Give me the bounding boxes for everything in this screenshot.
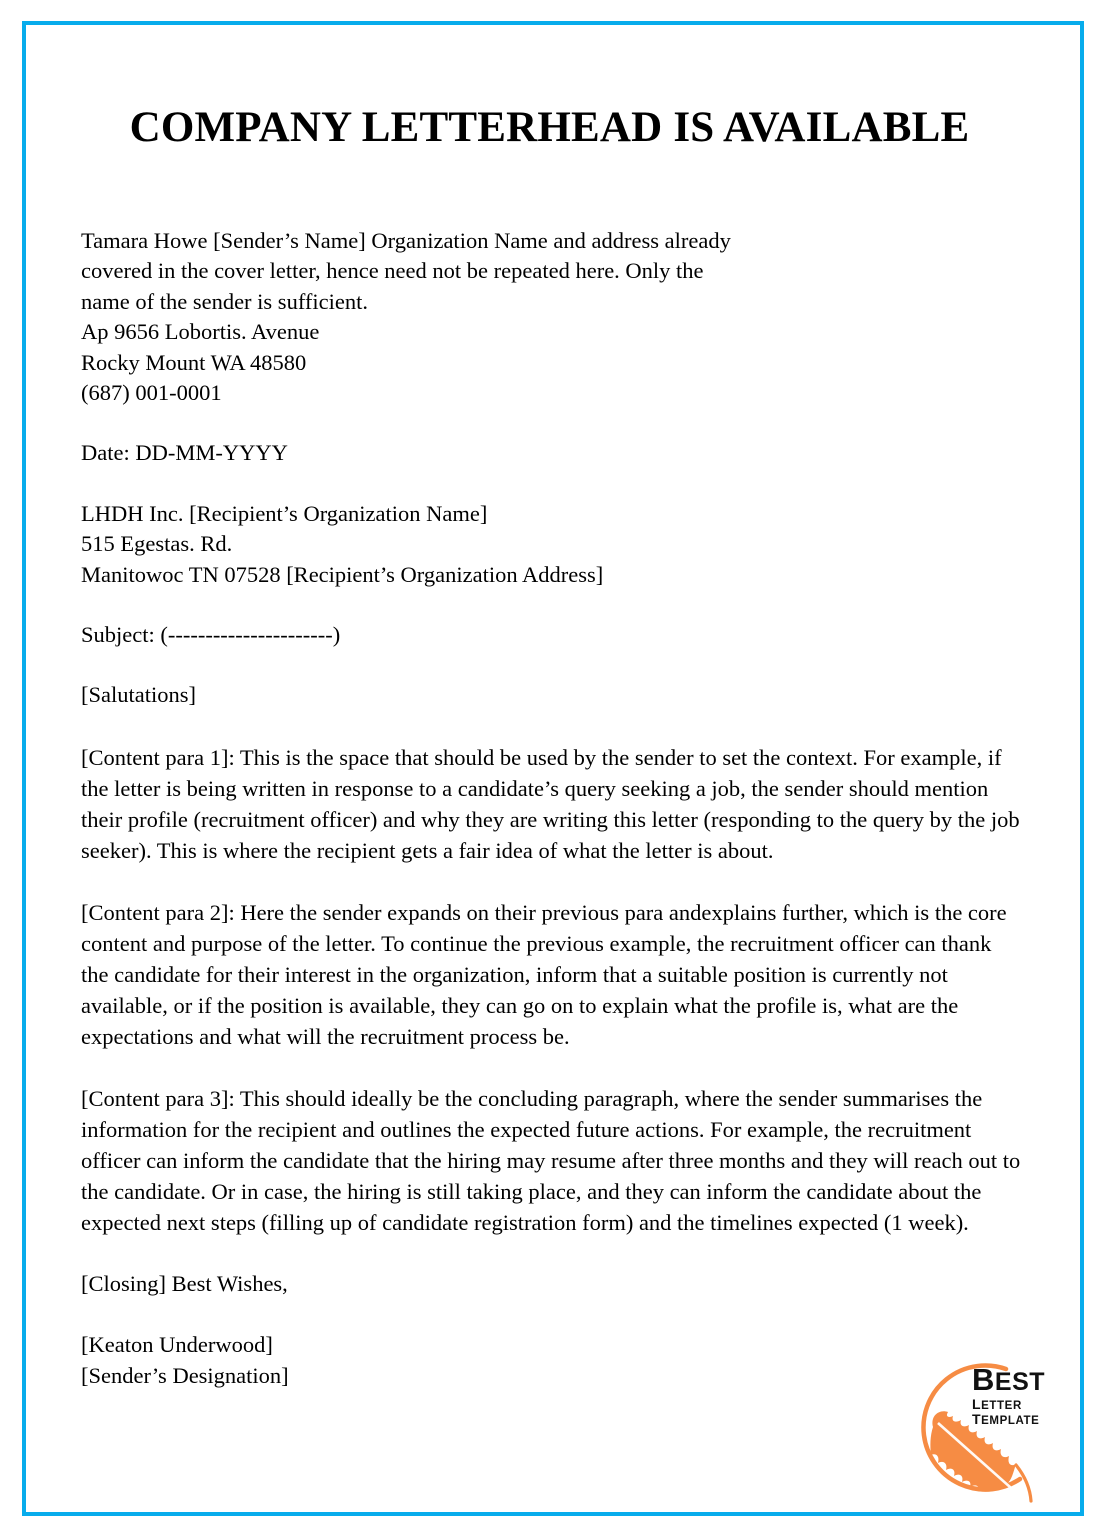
logo-tagline-initial-l: L — [972, 1396, 982, 1412]
sender-block — [81, 226, 781, 408]
logo-tagline-template-rest: EMPLATE — [981, 1415, 1040, 1427]
spacer-after-subject — [81, 650, 1022, 680]
spacer-after-sender — [81, 408, 1022, 438]
content-paragraph-2: [Content para 2]: Here the sender expands on their previous para andexplains further, which is the core content and purpose of the letter. To continue the previous example, the recruitment officer can thank the candidate for their interest in the organization, inform that a suitable position is currently not available, or if the position is available, they can go on to explain what the profile is, what are the expectations and what will the recruitment process be. — [81, 899, 1007, 1049]
logo-tagline-initial-t: T — [972, 1411, 982, 1427]
best-letter-template-logo — [900, 1353, 1060, 1513]
spacer-after-recipient — [81, 590, 1022, 620]
logo-tagline — [972, 1398, 1060, 1428]
signature-designation: [Sender’s Designation] — [81, 1362, 289, 1388]
sender-phone: (687) 001-0001 — [81, 380, 222, 406]
sender-line-1: Tamara Howe [Sender’s Name] Organization Name and address already — [81, 228, 731, 253]
spacer-para-1-2 — [81, 866, 1022, 897]
logo-brand-rest: EST — [994, 1368, 1046, 1396]
salutation-line: [Salutations] — [81, 682, 196, 708]
recipient-block — [81, 499, 1022, 590]
recipient-city-state-zip: Manitowoc TN 07528 [Recipient’s Organization Address] — [81, 561, 604, 587]
subject-line: Subject: (----------------------) — [81, 622, 341, 648]
signature-name: [Keaton Underwood] — [81, 1332, 273, 1358]
recipient-organization: LHDH Inc. [Recipient’s Organization Name] — [81, 500, 488, 526]
date-line: Date: DD-MM-YYYY — [81, 440, 288, 466]
sender-city-state-zip: Rocky Mount WA 48580 — [81, 349, 307, 375]
spacer-before-signature — [81, 1299, 1022, 1330]
logo-tagline-letter-rest: ETTER — [981, 1400, 1022, 1412]
content-paragraph-3: [Content para 3]: This should ideally be the concluding paragraph, where the sender summarises the information for the recipient and outlines the expected future actions. For example, the recruitment officer can inform the candidate that the hiring may resume after three months and they will reach out to the candidate. Or in case, the hiring is still taking place, and they can inform the candidate about the expected next steps (filling up of candidate registration form) and the timelines expected (1 week). — [81, 1085, 1021, 1235]
sender-line-3: name of the sender is sufficient. — [81, 288, 368, 314]
spacer-after-salutation — [81, 711, 1022, 742]
closing-line: [Closing] Best Wishes, — [81, 1270, 288, 1296]
sender-street: Ap 9656 Lobortis. Avenue — [81, 319, 320, 345]
logo-brand-name — [972, 1362, 1046, 1397]
spacer-before-closing — [81, 1238, 1022, 1269]
sender-line-2: covered in the cover letter, hence need not be repeated here. Only the — [81, 258, 704, 284]
spacer-para-2-3 — [81, 1052, 1022, 1083]
page-title: COMPANY LETTERHEAD IS AVAILABLE — [129, 104, 970, 151]
letter-body — [81, 226, 1022, 1391]
content-paragraph-1: [Content para 1]: This is the space that should be used by the sender to set the context. For example, if the letter is being written in response to a candidate’s query seeking a job, the sender should mention their profile (recruitment officer) and why they are writing this letter (responding to the query by the job seeker). This is where the recipient gets a fair idea of what the letter is about. — [81, 744, 1020, 863]
logo-brand-initial: B — [972, 1362, 995, 1397]
spacer-after-date — [81, 469, 1022, 499]
recipient-street: 515 Egestas. Rd. — [81, 531, 233, 557]
